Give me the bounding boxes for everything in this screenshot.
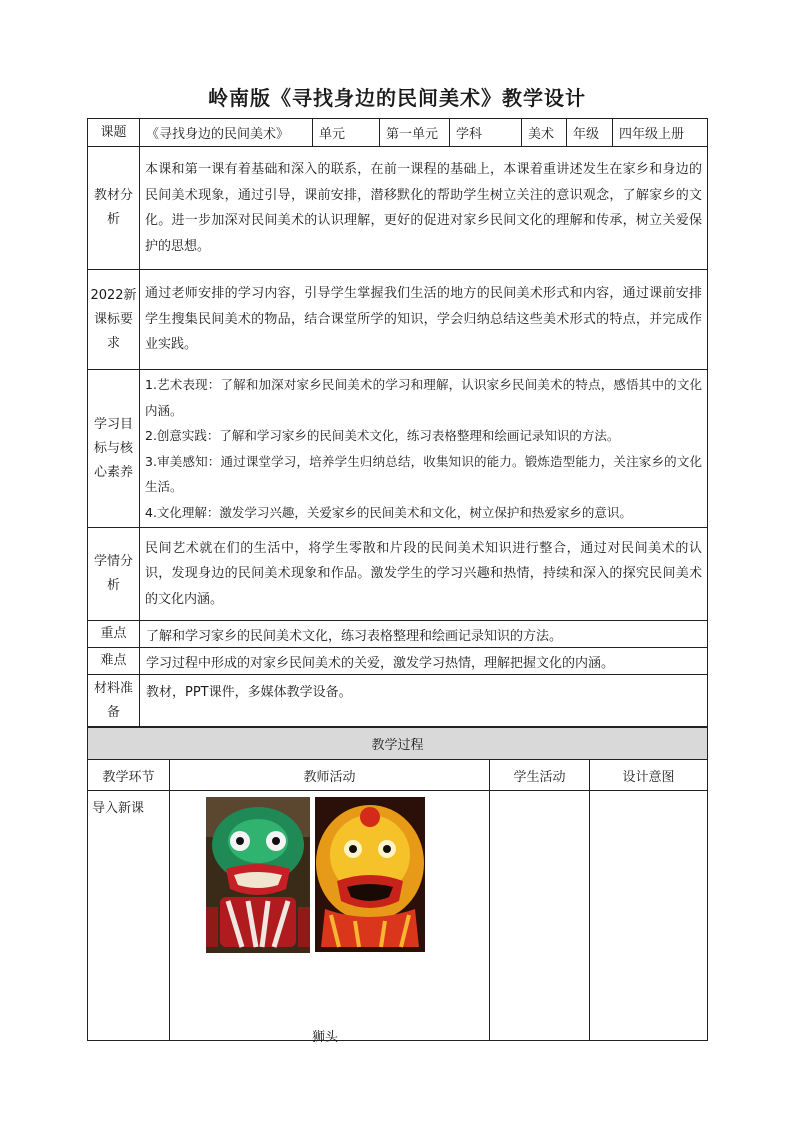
yellow-lion-head-image <box>315 797 425 952</box>
learning-goals-list <box>145 372 702 525</box>
grade-label: 年级 <box>567 119 613 147</box>
column-stage-header: 教学环节 <box>88 760 170 791</box>
goal-item: 4.文化理解：激发学习兴趣，关爱家乡的民间美术和文化，树立保护和热爱家乡的意识。 <box>145 504 632 520</box>
design-intent-cell <box>590 791 708 1041</box>
goal-item: 3.审美感知：通过课堂学习，培养学生归纳总结，收集知识的能力。锻炼造型能力，关注家乡的文化生活。 <box>145 453 702 494</box>
learning-goals-row <box>88 370 708 528</box>
key-point-label: 重点 <box>88 621 140 648</box>
curriculum-standard-row <box>88 270 708 370</box>
materials-text: 教材，PPT课件，多媒体教学设备。 <box>140 675 708 727</box>
textbook-analysis-text: 本课和第一课有着基础和深入的联系，在前一课程的基础上，本课着重讲述发生在家乡和身边的民间美术现象，通过引导，课前安排，潜移默化的帮助学生树立关注的意识观念，了解家乡的文化。进一步加深对民间美术的认识理解，更好的促进对家乡民间文化的理解和传承，树立关爱保护的思想。 <box>140 147 708 270</box>
subject-value: 美术 <box>522 119 567 147</box>
unit-value: 第一单元 <box>380 119 450 147</box>
stage-cell: 导入新课 <box>88 791 170 1041</box>
textbook-analysis-label: 教材分析 <box>88 147 140 270</box>
student-activity-cell <box>490 791 590 1041</box>
topic-label: 课题 <box>88 119 140 147</box>
difficulty-label: 难点 <box>88 648 140 675</box>
subject-label: 学科 <box>450 119 522 147</box>
key-point-row <box>88 621 708 648</box>
curriculum-standard-text: 通过老师安排的学习内容，引导学生掌握我们生活的地方的民间美术形式和内容，通过课前安排学生搜集民间美术的物品，结合课堂所学的知识，学会归纳总结这些美术形式的特点，并完成作业实践。 <box>140 270 708 370</box>
unit-label: 单元 <box>313 119 380 147</box>
column-teacher-header: 教师活动 <box>170 760 490 791</box>
topic-value: 《寻找身边的民间美术》 <box>140 119 313 147</box>
key-point-text: 了解和学习家乡的民间美术文化，练习表格整理和绘画记录知识的方法。 <box>140 621 708 648</box>
lesson-info-table <box>87 118 708 727</box>
difficulty-row <box>88 648 708 675</box>
table-row <box>88 791 708 1041</box>
teaching-process-banner: 教学过程 <box>88 728 708 760</box>
goal-item: 2.创意实践：了解和学习家乡的民间美术文化，练习表格整理和绘画记录知识的方法。 <box>145 428 620 443</box>
textbook-analysis-row <box>88 147 708 270</box>
materials-row <box>88 675 708 727</box>
image-caption: 狮头 <box>312 1030 339 1045</box>
learner-analysis-row <box>88 528 708 621</box>
learner-analysis-label: 学情分析 <box>88 528 140 621</box>
process-column-headers <box>88 760 708 791</box>
learner-analysis-text: 民间艺术就在们的生活中，将学生零散和片段的民间美术知识进行整合，通过对民间美术的认识，发现身边的民间美术现象和作品。激发学生的学习兴趣和热情，持续和深入的探究民间美术的文化内涵。 <box>140 528 708 621</box>
teaching-process-table <box>87 727 708 1045</box>
curriculum-standard-label: 2022新课标要求 <box>88 270 140 370</box>
materials-label: 材料准备 <box>88 675 140 727</box>
header-row <box>88 119 708 147</box>
goal-item: 1.艺术表现：了解和加深对家乡民间美术的学习和理解，认识家乡民间美术的特点，感悟其中的文化内涵。 <box>145 377 702 418</box>
learning-goals-cell <box>140 370 708 528</box>
green-lion-head-image <box>206 797 310 953</box>
column-intent-header: 设计意图 <box>590 760 708 791</box>
difficulty-text: 学习过程中形成的对家乡民间美术的关爱，激发学习热情，理解把握文化的内涵。 <box>140 648 708 675</box>
document-title: 岭南版《寻找身边的民间美术》教学设计 <box>208 86 586 110</box>
learning-goals-label: 学习目标与核心素养 <box>88 370 140 528</box>
grade-value: 四年级上册 <box>613 119 708 147</box>
column-student-header: 学生活动 <box>490 760 590 791</box>
teacher-activity-cell <box>170 791 490 1045</box>
